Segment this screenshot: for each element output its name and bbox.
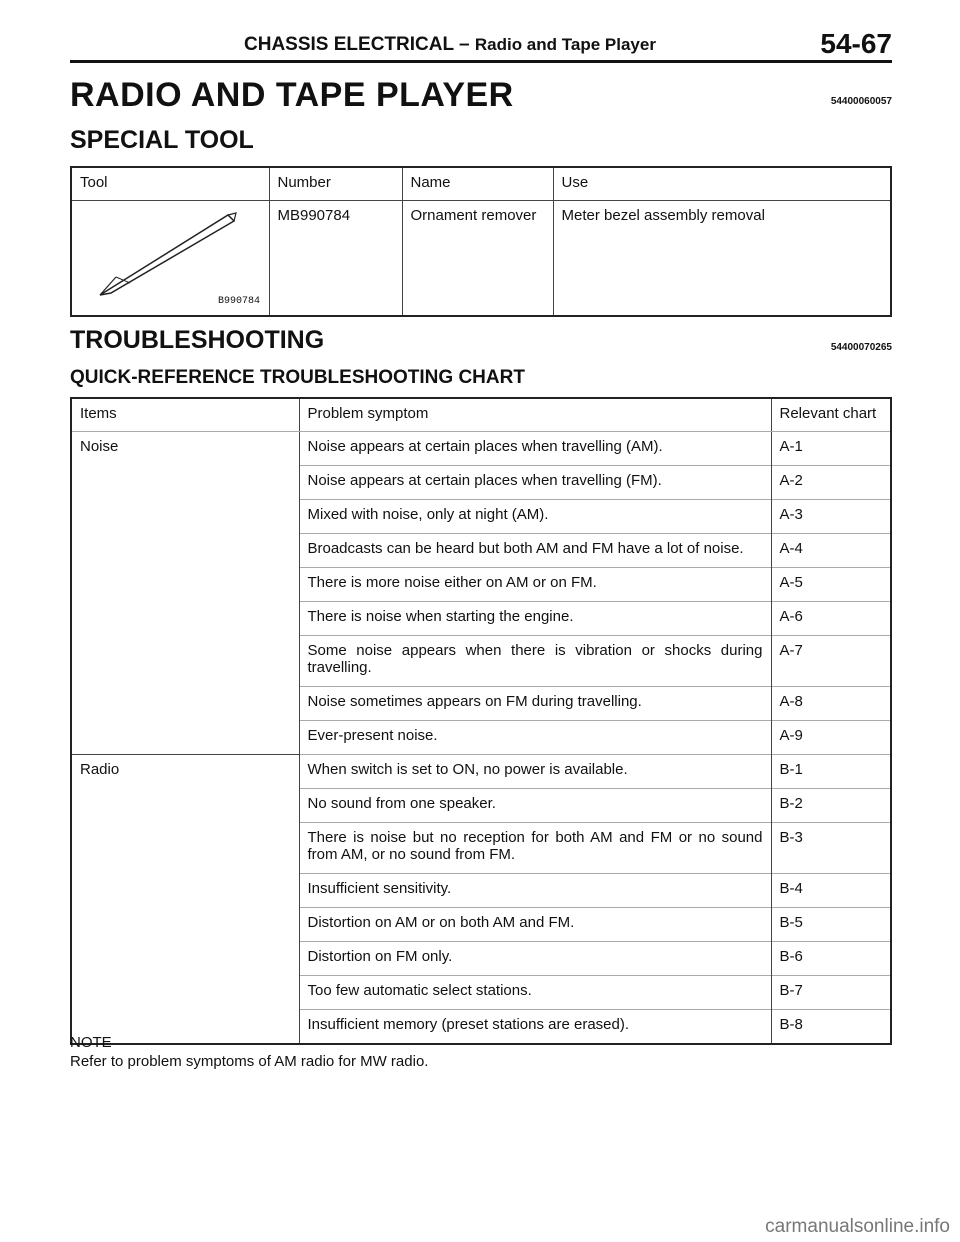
chart-header: Relevant chart (771, 398, 891, 432)
chart-cell: A-8 (771, 687, 891, 721)
chart-cell: B-2 (771, 789, 891, 823)
chart-cell: A-1 (771, 432, 891, 466)
name-header: Name (402, 167, 553, 201)
symptom-cell: Ever-present noise. (299, 721, 771, 755)
chart-cell: B-5 (771, 908, 891, 942)
troubleshooting-body (71, 432, 891, 1045)
section-code: 54400060057 (830, 96, 892, 107)
tool-name: Ornament remover (402, 201, 553, 317)
symptom-cell: Distortion on FM only. (299, 942, 771, 976)
chart-cell: A-3 (771, 500, 891, 534)
chart-cell: B-1 (771, 755, 891, 789)
chart-cell: B-3 (771, 823, 891, 874)
tool-illustration-cell (71, 201, 269, 317)
illustration-label: B990784 (218, 296, 260, 307)
symptom-cell: No sound from one speaker. (299, 789, 771, 823)
items-header: Items (71, 398, 299, 432)
symptom-cell: Too few automatic select stations. (299, 976, 771, 1010)
use-header: Use (553, 167, 891, 201)
header-subtitle: Radio and Tape Player (474, 35, 656, 54)
table-row (71, 432, 891, 466)
item-cell: Radio (71, 755, 299, 1045)
chart-cell: A-2 (771, 466, 891, 500)
header-title (244, 34, 656, 56)
page-number: 54-67 (820, 28, 892, 59)
tool-header: Tool (71, 167, 269, 201)
chart-cell: B-8 (771, 1010, 891, 1045)
symptom-cell: Insufficient sensitivity. (299, 874, 771, 908)
symptom-cell: Insufficient memory (preset stations are erased). (299, 1010, 771, 1045)
special-tool-title: SPECIAL TOOL (70, 126, 254, 154)
troubleshooting-code: 54400070265 (830, 342, 892, 353)
symptom-cell: There is noise when starting the engine. (299, 602, 771, 636)
troubleshooting-table (70, 397, 892, 1045)
symptom-cell: Noise appears at certain places when travelling (AM). (299, 432, 771, 466)
tool-number: MB990784 (269, 201, 402, 317)
header-dash: – (453, 34, 475, 55)
symptom-cell: Mixed with noise, only at night (AM). (299, 500, 771, 534)
symptom-cell: Distortion on AM or on both AM and FM. (299, 908, 771, 942)
symptom-cell: When switch is set to ON, no power is available. (299, 755, 771, 789)
special-tool-row (71, 201, 891, 317)
symptom-header: Problem symptom (299, 398, 771, 432)
symptom-cell: Broadcasts can be heard but both AM and FM have a lot of noise. (299, 534, 771, 568)
troubleshooting-header-row (71, 398, 891, 432)
watermark: carmanualsonline.info (765, 1216, 950, 1237)
symptom-cell: Some noise appears when there is vibration or shocks during travelling. (299, 636, 771, 687)
chart-cell: B-7 (771, 976, 891, 1010)
chart-cell: B-4 (771, 874, 891, 908)
chart-cell: A-7 (771, 636, 891, 687)
number-header: Number (269, 167, 402, 201)
tool-use: Meter bezel assembly removal (553, 201, 891, 317)
section-title: RADIO AND TAPE PLAYER (70, 76, 514, 114)
item-cell: Noise (80, 438, 119, 455)
special-tool-table (70, 166, 892, 317)
symptom-cell: Noise sometimes appears on FM during travelling. (299, 687, 771, 721)
symptom-cell: There is more noise either on AM or on FM. (299, 568, 771, 602)
symptom-cell: Noise appears at certain places when travelling (FM). (299, 466, 771, 500)
troubleshooting-title: TROUBLESHOOTING (70, 326, 325, 354)
header-section: CHASSIS ELECTRICAL (244, 34, 454, 55)
chart-cell: A-5 (771, 568, 891, 602)
note (70, 1033, 428, 1071)
chart-cell: B-6 (771, 942, 891, 976)
symptom-cell: There is noise but no reception for both AM and FM or no sound from AM, or no sound from FM. (299, 823, 771, 874)
table-row (71, 755, 891, 789)
special-tool-header-row (71, 167, 891, 201)
chart-cell: A-9 (771, 721, 891, 755)
chart-cell: A-6 (771, 602, 891, 636)
note-text: Refer to problem symptoms of AM radio for MW radio. (70, 1053, 429, 1070)
note-label: NOTE (70, 1034, 112, 1051)
page-header (70, 30, 892, 63)
ornament-remover-illustration (80, 211, 260, 307)
chart-title: QUICK-REFERENCE TROUBLESHOOTING CHART (70, 367, 525, 388)
chart-cell: A-4 (771, 534, 891, 568)
